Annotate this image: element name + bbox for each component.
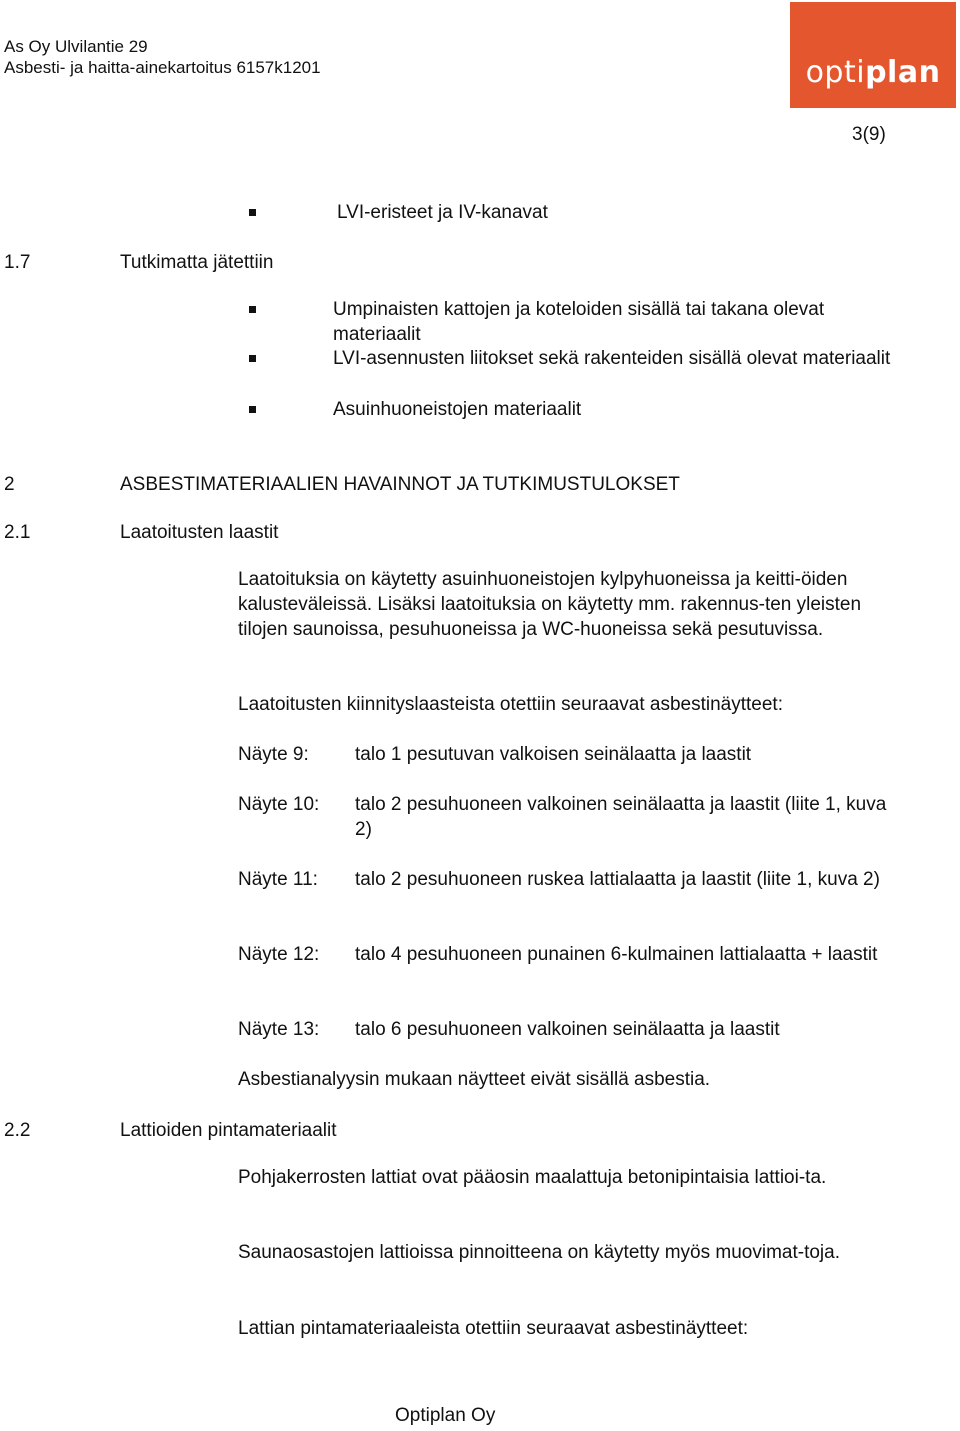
sample-label: Näyte 11: xyxy=(238,869,318,890)
paragraph: Laatoituksia on käytetty asuinhuoneistojen kylpyhuoneissa ja keitti-öiden kalusteväleissä. Lisäksi laatoituksia on käytetty mm. rakennus-ten yleisten tilojen saunoissa, pesuhuoneissa ja WC-huoneissa sekä pesutuvissa. xyxy=(238,569,862,640)
header-project-name: As Oy Ulvilantie 29 xyxy=(4,37,148,56)
paragraph: Laatoitusten kiinnityslaasteista otettiin seuraavat asbestinäytteet: xyxy=(238,694,783,715)
section-number: 2 xyxy=(4,474,15,495)
section-number: 1.7 xyxy=(4,252,31,273)
page-number: 3(9) xyxy=(852,124,886,145)
section-number: 2.2 xyxy=(4,1120,31,1141)
sample-description: talo 4 pesuhuoneen punainen 6-kulmainen lattialaatta + laastit xyxy=(355,944,878,965)
paragraph: Pohjakerrosten lattiat ovat pääosin maalattuja betonipintaisia lattioi-ta. xyxy=(238,1167,827,1188)
list-item: LVI-eristeet ja IV-kanavat xyxy=(337,202,548,223)
list-item: Asuinhuoneistojen materiaalit xyxy=(333,399,582,420)
sample-description: talo 6 pesuhuoneen valkoinen seinälaatta ja laastit xyxy=(355,1019,780,1040)
list-item: Umpinaisten kattojen ja koteloiden sisällä tai takana olevat materiaalit xyxy=(333,299,825,345)
sample-description: talo 2 pesuhuoneen ruskea lattialaatta ja laastit (liite 1, kuva 2) xyxy=(355,869,880,890)
bullet-icon xyxy=(249,355,256,362)
sample-description: talo 2 pesuhuoneen valkoinen seinälaatta ja laastit (liite 1, kuva 2) xyxy=(355,794,887,840)
section-heading: Lattioiden pintamateriaalit xyxy=(120,1120,337,1141)
logo-text-light: opti xyxy=(805,55,866,90)
paragraph: Lattian pintamateriaaleista otettiin seuraavat asbestinäytteet: xyxy=(238,1318,749,1339)
bullet-icon xyxy=(249,306,256,313)
list-item: LVI-asennusten liitokset sekä rakenteiden sisällä olevat materiaalit xyxy=(333,348,891,369)
bullet-icon xyxy=(249,209,256,216)
sample-description: talo 1 pesutuvan valkoisen seinälaatta ja laastit xyxy=(355,744,752,765)
sample-label: Näyte 13: xyxy=(238,1019,320,1040)
footer-company: Optiplan Oy xyxy=(395,1405,496,1426)
section-number: 2.1 xyxy=(4,522,31,543)
section-heading: ASBESTIMATERIAALIEN HAVAINNOT JA TUTKIMUSTULOKSET xyxy=(120,474,680,495)
section-heading: Tutkimatta jätettiin xyxy=(120,252,274,273)
bullet-icon xyxy=(249,406,256,413)
sample-label: Näyte 10: xyxy=(238,794,320,815)
section-heading: Laatoitusten laastit xyxy=(120,522,279,543)
paragraph: Asbestianalyysin mukaan näytteet eivät sisällä asbestia. xyxy=(238,1069,711,1090)
sample-label: Näyte 9: xyxy=(238,744,309,765)
sample-label: Näyte 12: xyxy=(238,944,320,965)
logo-text-bold: plan xyxy=(865,55,941,90)
paragraph: Saunaosastojen lattioissa pinnoitteena on käytetty myös muovimat-toja. xyxy=(238,1242,840,1263)
header-report-title: Asbesti- ja haitta-ainekartoitus 6157k1201 xyxy=(4,58,321,77)
optiplan-logo xyxy=(790,2,956,108)
